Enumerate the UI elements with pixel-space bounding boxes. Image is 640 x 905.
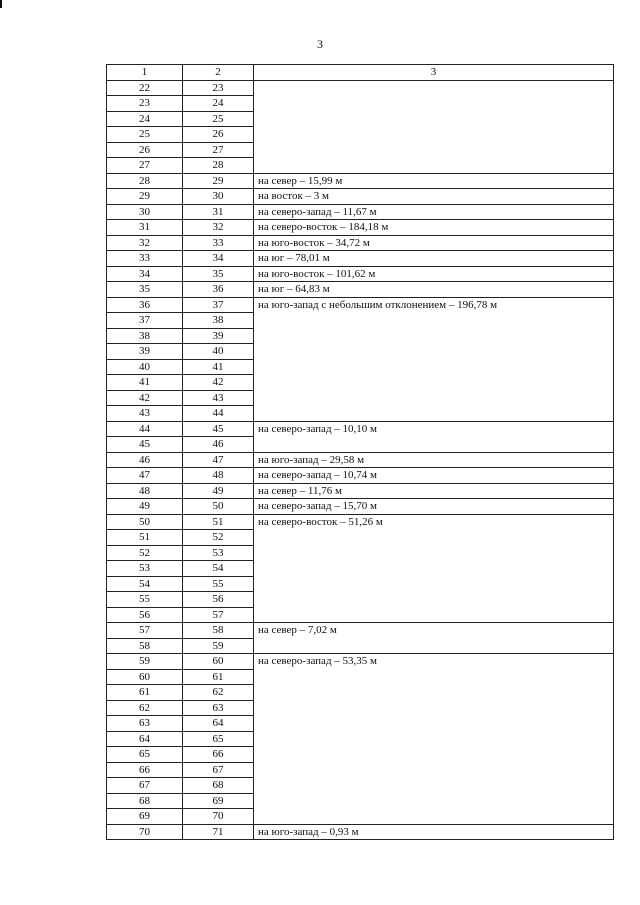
start-point-cell: 29 xyxy=(107,189,183,205)
boundary-points-table xyxy=(106,64,614,840)
start-point-cell: 22 xyxy=(107,80,183,96)
start-point-cell: 65 xyxy=(107,747,183,763)
direction-distance-cell: на северо-запад – 10,74 м xyxy=(254,468,614,484)
end-point-cell: 32 xyxy=(183,220,254,236)
direction-distance-cell xyxy=(254,80,614,173)
end-point-cell: 44 xyxy=(183,406,254,422)
direction-distance-cell: на северо-запад – 15,70 м xyxy=(254,499,614,515)
end-point-cell: 59 xyxy=(183,638,254,654)
end-point-cell: 62 xyxy=(183,685,254,701)
start-point-cell: 27 xyxy=(107,158,183,174)
start-point-cell: 31 xyxy=(107,220,183,236)
start-point-cell: 61 xyxy=(107,685,183,701)
table-row xyxy=(107,220,614,236)
end-point-cell: 23 xyxy=(183,80,254,96)
start-point-cell: 50 xyxy=(107,514,183,530)
start-point-cell: 56 xyxy=(107,607,183,623)
start-point-cell: 46 xyxy=(107,452,183,468)
start-point-cell: 38 xyxy=(107,328,183,344)
table-row xyxy=(107,204,614,220)
end-point-cell: 54 xyxy=(183,561,254,577)
end-point-cell: 25 xyxy=(183,111,254,127)
start-point-cell: 59 xyxy=(107,654,183,670)
start-point-cell: 68 xyxy=(107,793,183,809)
end-point-cell: 42 xyxy=(183,375,254,391)
start-point-cell: 51 xyxy=(107,530,183,546)
start-point-cell: 58 xyxy=(107,638,183,654)
direction-distance-cell: на юго-запад – 0,93 м xyxy=(254,824,614,840)
direction-distance-cell: на юго-восток – 34,72 м xyxy=(254,235,614,251)
table-row xyxy=(107,251,614,267)
table-row xyxy=(107,235,614,251)
table-row xyxy=(107,80,614,96)
direction-distance-cell: на юго-запад – 29,58 м xyxy=(254,452,614,468)
start-point-cell: 45 xyxy=(107,437,183,453)
direction-distance-cell: на северо-запад – 10,10 м xyxy=(254,421,614,452)
start-point-cell: 26 xyxy=(107,142,183,158)
end-point-cell: 68 xyxy=(183,778,254,794)
end-point-cell: 48 xyxy=(183,468,254,484)
end-point-cell: 45 xyxy=(183,421,254,437)
end-point-cell: 40 xyxy=(183,344,254,360)
start-point-cell: 36 xyxy=(107,297,183,313)
start-point-cell: 34 xyxy=(107,266,183,282)
end-point-cell: 29 xyxy=(183,173,254,189)
table-row xyxy=(107,483,614,499)
direction-distance-cell: на север – 11,76 м xyxy=(254,483,614,499)
start-point-cell: 47 xyxy=(107,468,183,484)
end-point-cell: 47 xyxy=(183,452,254,468)
start-point-cell: 52 xyxy=(107,545,183,561)
start-point-cell: 24 xyxy=(107,111,183,127)
start-point-cell: 49 xyxy=(107,499,183,515)
page-number: 3 xyxy=(317,37,323,51)
end-point-cell: 57 xyxy=(183,607,254,623)
start-point-cell: 28 xyxy=(107,173,183,189)
start-point-cell: 23 xyxy=(107,96,183,112)
end-point-cell: 35 xyxy=(183,266,254,282)
start-point-cell: 62 xyxy=(107,700,183,716)
start-point-cell: 67 xyxy=(107,778,183,794)
end-point-cell: 49 xyxy=(183,483,254,499)
table-row xyxy=(107,468,614,484)
end-point-cell: 28 xyxy=(183,158,254,174)
table-row xyxy=(107,654,614,670)
start-point-cell: 48 xyxy=(107,483,183,499)
direction-distance-cell: на юго-восток – 101,62 м xyxy=(254,266,614,282)
start-point-cell: 40 xyxy=(107,359,183,375)
start-point-cell: 44 xyxy=(107,421,183,437)
end-point-cell: 46 xyxy=(183,437,254,453)
end-point-cell: 41 xyxy=(183,359,254,375)
end-point-cell: 24 xyxy=(183,96,254,112)
end-point-cell: 27 xyxy=(183,142,254,158)
table-row xyxy=(107,266,614,282)
table-row xyxy=(107,623,614,639)
direction-distance-cell: на юг – 64,83 м xyxy=(254,282,614,298)
end-point-cell: 34 xyxy=(183,251,254,267)
start-point-cell: 55 xyxy=(107,592,183,608)
end-point-cell: 31 xyxy=(183,204,254,220)
end-point-cell: 43 xyxy=(183,390,254,406)
direction-distance-cell: на север – 15,99 м xyxy=(254,173,614,189)
scan-corner-mark xyxy=(0,0,2,8)
table-row xyxy=(107,514,614,530)
table-row xyxy=(107,421,614,437)
start-point-cell: 35 xyxy=(107,282,183,298)
end-point-cell: 61 xyxy=(183,669,254,685)
end-point-cell: 56 xyxy=(183,592,254,608)
end-point-cell: 58 xyxy=(183,623,254,639)
end-point-cell: 60 xyxy=(183,654,254,670)
table-row xyxy=(107,499,614,515)
table-row xyxy=(107,297,614,313)
direction-distance-cell: на северо-запад – 53,35 м xyxy=(254,654,614,825)
end-point-cell: 51 xyxy=(183,514,254,530)
start-point-cell: 66 xyxy=(107,762,183,778)
direction-distance-cell: на северо-восток – 184,18 м xyxy=(254,220,614,236)
direction-distance-cell: на восток – 3 м xyxy=(254,189,614,205)
start-point-cell: 42 xyxy=(107,390,183,406)
end-point-cell: 69 xyxy=(183,793,254,809)
start-point-cell: 32 xyxy=(107,235,183,251)
end-point-cell: 39 xyxy=(183,328,254,344)
start-point-cell: 37 xyxy=(107,313,183,329)
end-point-cell: 65 xyxy=(183,731,254,747)
start-point-cell: 53 xyxy=(107,561,183,577)
start-point-cell: 25 xyxy=(107,127,183,143)
start-point-cell: 63 xyxy=(107,716,183,732)
end-point-cell: 66 xyxy=(183,747,254,763)
end-point-cell: 26 xyxy=(183,127,254,143)
column-header-1: 1 xyxy=(107,65,183,81)
table-row xyxy=(107,282,614,298)
start-point-cell: 41 xyxy=(107,375,183,391)
direction-distance-cell: на юго-запад с небольшим отклонением – 196,78 м xyxy=(254,297,614,421)
start-point-cell: 57 xyxy=(107,623,183,639)
table-header-row xyxy=(107,65,614,81)
start-point-cell: 39 xyxy=(107,344,183,360)
end-point-cell: 70 xyxy=(183,809,254,825)
table-row xyxy=(107,452,614,468)
direction-distance-cell: на север – 7,02 м xyxy=(254,623,614,654)
direction-distance-cell: на северо-восток – 51,26 м xyxy=(254,514,614,623)
end-point-cell: 33 xyxy=(183,235,254,251)
end-point-cell: 50 xyxy=(183,499,254,515)
start-point-cell: 54 xyxy=(107,576,183,592)
start-point-cell: 60 xyxy=(107,669,183,685)
end-point-cell: 37 xyxy=(183,297,254,313)
column-header-3: 3 xyxy=(254,65,614,81)
end-point-cell: 67 xyxy=(183,762,254,778)
end-point-cell: 38 xyxy=(183,313,254,329)
direction-distance-cell: на юг – 78,01 м xyxy=(254,251,614,267)
column-header-2: 2 xyxy=(183,65,254,81)
end-point-cell: 53 xyxy=(183,545,254,561)
table-body xyxy=(107,80,614,840)
table-row xyxy=(107,824,614,840)
end-point-cell: 52 xyxy=(183,530,254,546)
end-point-cell: 71 xyxy=(183,824,254,840)
table-row xyxy=(107,189,614,205)
end-point-cell: 36 xyxy=(183,282,254,298)
start-point-cell: 43 xyxy=(107,406,183,422)
start-point-cell: 33 xyxy=(107,251,183,267)
start-point-cell: 30 xyxy=(107,204,183,220)
end-point-cell: 63 xyxy=(183,700,254,716)
start-point-cell: 64 xyxy=(107,731,183,747)
table-row xyxy=(107,173,614,189)
start-point-cell: 69 xyxy=(107,809,183,825)
end-point-cell: 64 xyxy=(183,716,254,732)
end-point-cell: 30 xyxy=(183,189,254,205)
start-point-cell: 70 xyxy=(107,824,183,840)
end-point-cell: 55 xyxy=(183,576,254,592)
direction-distance-cell: на северо-запад – 11,67 м xyxy=(254,204,614,220)
